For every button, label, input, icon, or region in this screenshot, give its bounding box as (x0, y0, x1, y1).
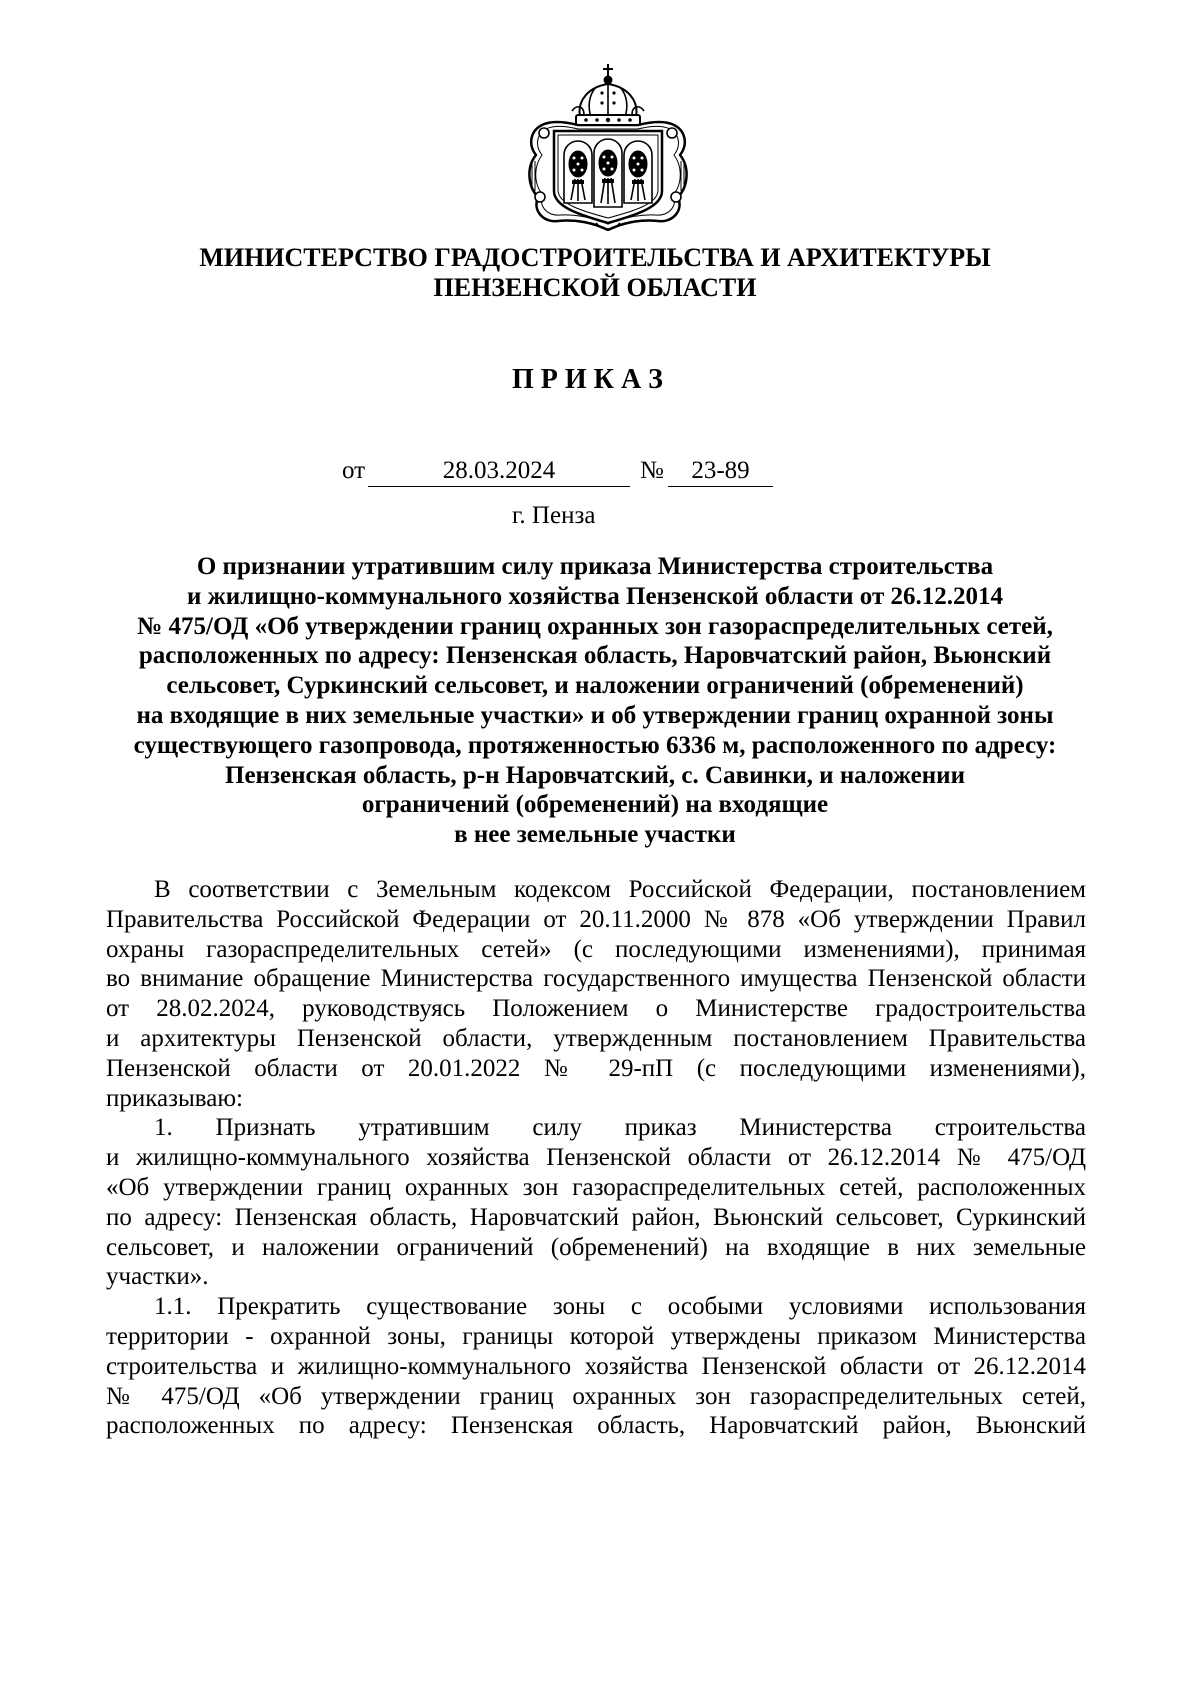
body-line: во внимание обращение Министерства государственного имущества Пензенской области (106, 965, 1086, 993)
body-line: приказываю: (106, 1084, 243, 1112)
document-type: П Р И К А З (512, 364, 663, 395)
body-line: 1.1. Прекратить существование зоны с особыми условиями использования (154, 1293, 1086, 1321)
body-line: 1. Признать утратившим силу приказ Министерства строительства (154, 1114, 1086, 1142)
coat-of-arms-icon (522, 63, 694, 231)
heading-line: сельсовет, Суркинский сельсовет, и наложении ограничений (обременений) (166, 672, 1024, 700)
document-body (106, 875, 1086, 1441)
number-sign: № (640, 457, 664, 484)
body-line: расположенных по адресу: Пензенская область, Наровчатский район, Вьюнский (106, 1412, 1086, 1440)
body-line: от 28.02.2024, руководствуясь Положением о Министерстве градостроительства (106, 995, 1086, 1023)
body-paragraph (106, 1292, 1086, 1441)
wheat-sheaf-icon (624, 141, 652, 203)
document-number: 23-89 (668, 456, 773, 487)
body-line: участки». (106, 1263, 209, 1291)
crown-shape (572, 64, 644, 125)
date-prefix: от (342, 457, 366, 484)
body-line: Пензенской области от 20.01.2022 № 29-пП (с последующими изменениями), (106, 1054, 1086, 1082)
ministry-title-line: ПЕНЗЕНСКОЙ ОБЛАСТИ (433, 273, 757, 302)
heading-line: существующего газопровода, протяженностью 6336 м, расположенного по адресу: (133, 731, 1057, 759)
body-line: В соответствии с Земельным кодексом Российской Федерации, постановлением (154, 876, 1086, 903)
body-line: № 475/ОД «Об утверждении границ охранных зон газораспределительных сетей, (106, 1382, 1086, 1410)
body-line: строительства и жилищно-коммунального хозяйства Пензенской области от 26.12.2014 (106, 1352, 1086, 1380)
body-line: Правительства Российской Федерации от 20.11.2000 № 878 «Об утверждении Правил (106, 905, 1086, 933)
body-line: охраны газораспределительных сетей» (с последующими изменениями), принимая (106, 935, 1086, 963)
heading-line: О признании утратившим силу приказа Министерства строительства (196, 553, 994, 580)
document-date: 28.03.2024 (368, 456, 630, 487)
document-heading (58, 552, 1132, 850)
heading-line: расположенных по адресу: Пензенская область, Наровчатский район, Вьюнский (138, 642, 1052, 670)
body-line: и архитектуры Пензенской области, утвержденным постановлением Правительства (106, 1024, 1086, 1052)
body-line: сельсовет, и наложении ограничений (обременений) на входящие в них земельные (106, 1233, 1086, 1261)
body-line: по адресу: Пензенская область, Наровчатский район, Вьюнский сельсовет, Суркинский (106, 1203, 1086, 1231)
wheat-sheaf-icon (594, 139, 622, 207)
heading-line: Пензенская область, р-н Наровчатский, с. Савинки, и наложении (225, 761, 965, 789)
heading-line: и жилищно-коммунального хозяйства Пензенской области от 26.12.2014 (187, 582, 1003, 610)
heading-line: ограничений (обременений) на входящие (361, 791, 829, 819)
heading-line: № 475/ОД «Об утверждении границ охранных зон газораспределительных сетей, (137, 612, 1053, 640)
ministry-title (58, 243, 1132, 303)
body-paragraph (106, 1113, 1086, 1292)
body-paragraph (106, 875, 1086, 1113)
body-line: «Об утверждении границ охранных зон газораспределительных сетей, расположенных (106, 1173, 1086, 1201)
wheat-sheaf-icon (564, 141, 592, 203)
heading-line: на входящие в них земельные участки» и об утверждении границ охранной зоны (136, 701, 1054, 729)
body-line: и жилищно-коммунального хозяйства Пензенской области от 26.12.2014 № 475/ОД (106, 1144, 1086, 1172)
body-line: территории - охранной зоны, границы которой утверждены приказом Министерства (106, 1322, 1086, 1350)
ministry-title-line: МИНИСТЕРСТВО ГРАДОСТРОИТЕЛЬСТВА И АРХИТЕКТУРЫ (199, 243, 991, 272)
document-city: г. Пенза (512, 502, 596, 529)
heading-line: в нее земельные участки (454, 821, 736, 849)
